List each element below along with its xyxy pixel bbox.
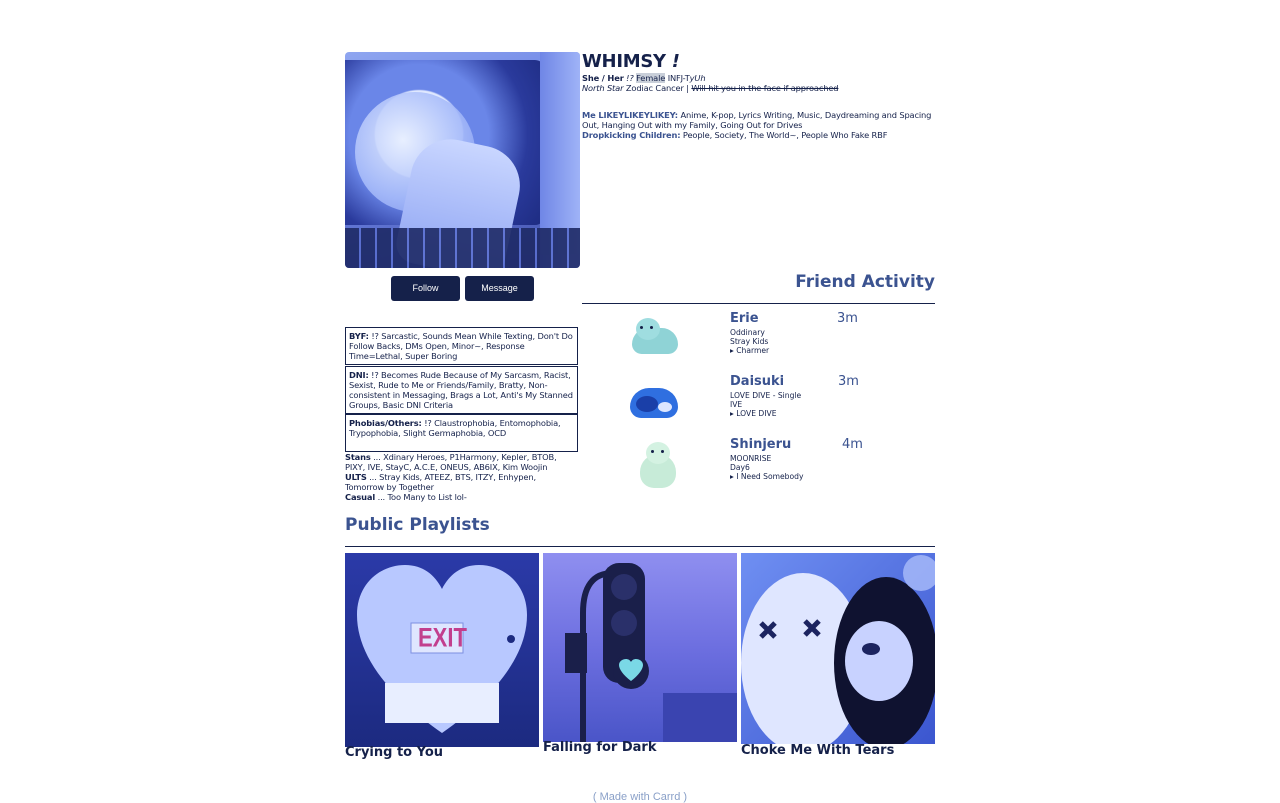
profile-dislikes: Dropkicking Children: People, Society, The World~, People Who Fake RBF <box>582 130 888 140</box>
profile-likes: Me LIKEYLIKEYLIKEY: Anime, K-pop, Lyrics Writing, Music, Daydreaming and Spacing Out, Hanging Out with my Family, Going Out for Drives <box>582 110 932 130</box>
playlist-title[interactable]: Choke Me With Tears <box>741 743 895 758</box>
friend-name[interactable]: Erie <box>730 311 759 326</box>
playlist-cover-crying-to-you[interactable] <box>345 553 539 747</box>
friend-artist: Day6 <box>730 463 750 472</box>
stans-list: Stans ... Xdinary Heroes, P1Harmony, Kepler, BTOB, PIXY, IVE, StayC, A.C.E, ONEUS, AB6IX, Kim Woojin ULTS ... Stray Kids, ATEEZ, BTS, ITZY, Enhypen, Tomorrow by Together Casual ... Too Many to List lol- <box>345 452 557 502</box>
playlists-heading: Public Playlists <box>345 515 490 535</box>
playlist-title[interactable]: Crying to You <box>345 745 444 760</box>
profile-name: WHIMSY ! <box>582 51 680 72</box>
friend-activity-heading: Friend Activity <box>795 272 935 292</box>
exit-sign-text: EXIT <box>418 622 467 653</box>
follow-button[interactable]: Follow <box>391 276 460 301</box>
playlists-divider <box>345 546 935 547</box>
friend-artist: IVE <box>730 400 743 409</box>
friend-avatar-daisuki[interactable] <box>628 382 680 420</box>
profile-zodiac-line: North Star Zodiac Cancer | Will hit you in the face if approached <box>582 83 839 93</box>
playlist-title[interactable]: Falling for Dark <box>543 740 657 755</box>
friend-name[interactable]: Shinjeru <box>730 437 792 452</box>
friend-time: 3m <box>838 374 859 389</box>
friend-playing: ▸ Charmer <box>730 346 770 355</box>
friend-time: 4m <box>842 437 863 452</box>
plush-bunnies-icon <box>741 553 935 744</box>
dni-box: DNI: !? Becomes Rude Because of My Sarcasm, Racist, Sexist, Rude to Me or Friends/Family, Bratty, Non-consistent in Messaging, Brags a Lot, Anti's My Stanned Groups, Basic DNI Criteria <box>345 366 578 414</box>
friend-avatar-erie[interactable] <box>630 316 680 356</box>
playlist-cover-falling-for-dark[interactable] <box>543 553 737 742</box>
friend-track: MOONRISE <box>730 454 772 463</box>
byf-box: BYF: !? Sarcastic, Sounds Mean While Texting, Don't Do Follow Backs, DMs Open, Minor~, Response Time=Lethal, Super Boring <box>345 327 578 365</box>
friend-artist: Stray Kids <box>730 337 769 346</box>
friend-playing: ▸ I Need Somebody <box>730 472 804 481</box>
friend-name[interactable]: Daisuki <box>730 374 785 389</box>
friend-activity-divider <box>582 303 935 304</box>
profile-identity-line: She / Her !? Female INFJ-TyUh <box>582 73 706 83</box>
phobias-box: Phobias/Others: !? Claustrophobia, Entomophobia, Trypophobia, Slight Germaphobia, OCD <box>345 414 578 452</box>
friend-playing: ▸ LOVE DIVE <box>730 409 777 418</box>
friend-track: Oddinary <box>730 328 765 337</box>
message-button[interactable]: Message <box>465 276 534 301</box>
playlist-cover-choke-me-with-tears[interactable] <box>741 553 935 744</box>
friend-track: LOVE DIVE - Single <box>730 391 802 400</box>
made-with-carrd-link[interactable]: ( Made with Carrd ) <box>592 791 688 803</box>
friend-time: 3m <box>837 311 858 326</box>
traffic-light-icon <box>543 553 737 742</box>
friend-avatar-shinjeru[interactable] <box>636 440 680 490</box>
profile-picture <box>345 52 580 268</box>
